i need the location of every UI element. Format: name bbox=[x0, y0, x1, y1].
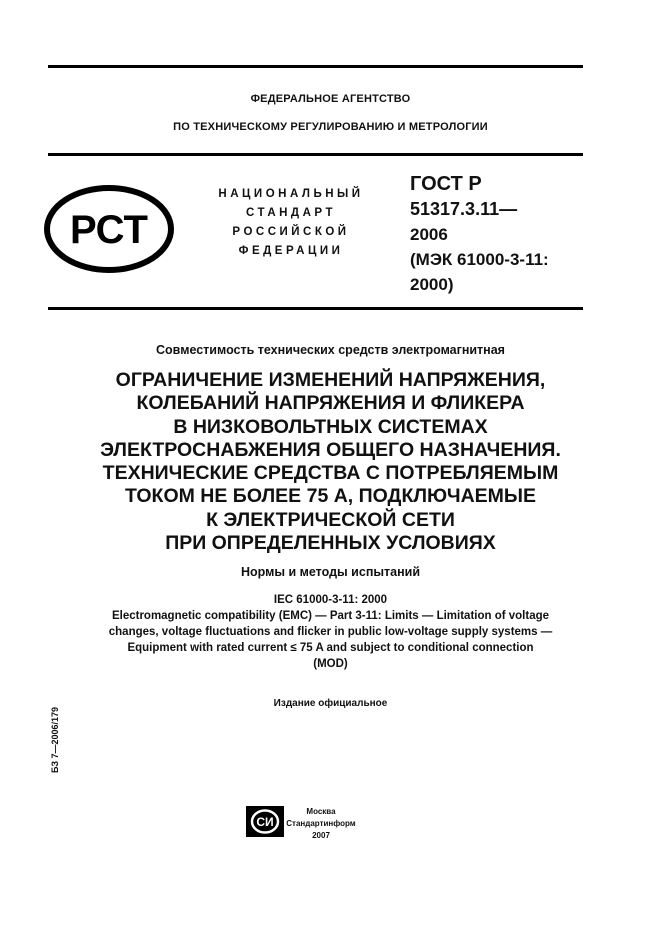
publisher-info bbox=[286, 806, 356, 842]
title-line: ЭЛЕКТРОСНАБЖЕНИЯ ОБЩЕГО НАЗНАЧЕНИЯ. bbox=[100, 438, 561, 461]
publisher-city: Москва bbox=[306, 807, 336, 816]
agency-line-1: ФЕДЕРАЛЬНОЕ АГЕНТСТВО bbox=[250, 93, 411, 105]
gost-line: 51317.3.11— bbox=[410, 199, 518, 219]
top-rule bbox=[48, 65, 583, 68]
title-line: В НИЗКОВОЛЬТНЫХ СИСТЕМАХ bbox=[173, 415, 488, 438]
publisher-logo-text: СИ bbox=[256, 815, 274, 829]
publisher-name: Стандартинформ bbox=[286, 819, 356, 828]
edition-label: Издание официальное bbox=[273, 698, 388, 709]
standartinform-logo bbox=[245, 805, 285, 838]
title-line: ПРИ ОПРЕДЕЛЕННЫХ УСЛОВИЯХ bbox=[165, 532, 496, 555]
national-line: НАЦИОНАЛЬНЫЙ bbox=[218, 188, 364, 200]
national-line: ФЕДЕРАЦИИ bbox=[238, 245, 344, 257]
iec-line: changes, voltage fluctuations and flicker in public low-voltage supply systems — bbox=[108, 626, 553, 638]
iec-line: Electromagnetic compatibility (EMC) — Part 3-11: Limits — Limitation of voltage bbox=[111, 610, 550, 622]
side-code: БЗ 7—2006/179 bbox=[50, 706, 60, 774]
title-line: ОГРАНИЧЕНИЕ ИЗМЕНЕНИЙ НАПРЯЖЕНИЯ, bbox=[115, 369, 546, 391]
gost-logo-text: РСТ bbox=[69, 208, 149, 252]
national-standard-label bbox=[196, 185, 386, 261]
gost-r-logo bbox=[44, 185, 174, 273]
gost-line: 2000) bbox=[410, 275, 454, 294]
standard-rule bbox=[48, 307, 583, 310]
iec-line: IEC 61000-3-11: 2000 bbox=[273, 594, 388, 606]
title-line: КОЛЕБАНИЙ НАПРЯЖЕНИЯ И ФЛИКЕРА bbox=[136, 392, 525, 415]
iec-line: (MOD) bbox=[313, 658, 348, 670]
iec-reference bbox=[0, 592, 661, 672]
norms-line: Нормы и методы испытаний bbox=[240, 565, 421, 579]
national-line: РОССИЙСКОЙ bbox=[232, 226, 350, 238]
publisher-year: 2007 bbox=[312, 831, 330, 840]
title-line: ТЕХНИЧЕСКИЕ СРЕДСТВА С ПОТРЕБЛЯЕМЫМ bbox=[102, 462, 559, 485]
iec-line: Equipment with rated current ≤ 75 A and subject to conditional connection bbox=[127, 642, 534, 654]
title-line: К ЭЛЕКТРИЧЕСКОЙ СЕТИ bbox=[206, 508, 455, 531]
title-line: ТОКОМ НЕ БОЛЕЕ 75 А, ПОДКЛЮЧАЕМЫЕ bbox=[124, 485, 537, 508]
document-title bbox=[0, 369, 661, 555]
gost-line: (МЭК 61000-3-11: bbox=[410, 250, 549, 269]
gost-line: ГОСТ Р bbox=[410, 173, 482, 195]
subject-line: Совместимость технических средств электромагнитная bbox=[156, 343, 505, 357]
national-line: СТАНДАРТ bbox=[246, 207, 336, 219]
gost-designation bbox=[410, 172, 610, 297]
header-rule bbox=[48, 153, 583, 156]
agency-line-2: ПО ТЕХНИЧЕСКОМУ РЕГУЛИРОВАНИЮ И МЕТРОЛОГИИ bbox=[173, 121, 488, 133]
gost-line: 2006 bbox=[410, 225, 448, 244]
